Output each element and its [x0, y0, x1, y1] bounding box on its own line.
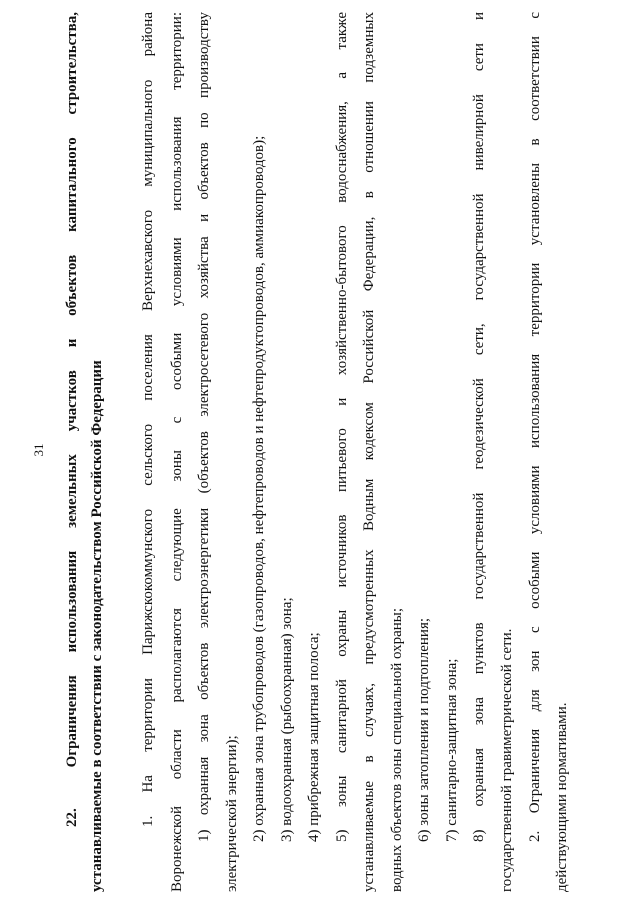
section-number: 22. — [64, 808, 80, 827]
list-item-8-line-1: 8) охранная зона пунктов государственной геодезической сети, государственной нивелирной сети и — [471, 12, 487, 842]
list-item-5-line-2: устанавливаемые в случаях, предусмотренных Водным кодексом Российской Федерации, в отношении подземных — [361, 12, 377, 892]
list-item-7: 7) санитарно-защитная зона; — [444, 658, 460, 842]
list-item-6: 6) зоны затопления и подтопления; — [416, 617, 432, 842]
list-item-3: 3) водоохранная (рыбоохранная) зона; — [279, 597, 295, 842]
section-title-line1: Ограничения использования земельных участков и объектов капитального строительства, — [64, 11, 80, 768]
list-item-1-line-1: 1) охранная зона объектов электроэнергетики (объектов электросетевого хозяйства и объектов по производству — [196, 12, 212, 842]
list-item-8-line-2: государственной гравиметрической сети. — [499, 628, 515, 892]
section-heading — [60, 12, 85, 892]
list-item-5-line-1: 5) зоны санитарной охраны источников питьевого и хозяйственно-бытового водоснабжения, а также — [334, 12, 350, 842]
paragraph-2-line-1: 2. Ограничения для зон с особыми условиями использования территории установлены в соответствии с — [527, 12, 543, 842]
list-item-4: 4) прибрежная защитная полоса; — [306, 632, 322, 842]
paragraph-2-line-2: действующими нормативами. — [554, 702, 570, 892]
document-body — [40, 12, 600, 892]
page-number: 31 — [31, 443, 46, 457]
paragraph-1-line-2: Воронежской области располагаются следующие зоны с особыми условиями использования территории: — [169, 12, 185, 892]
list-item-5-line-3: водных объектов зоны специальной охраны; — [389, 607, 405, 892]
list-item-1-line-2: электрической энергии); — [224, 735, 240, 892]
section-title-line2: устанавливаемые в соответствии с законодательством Российской Федерации — [89, 360, 105, 892]
paragraph-1-line-1: 1. На территории Парижскокоммунского сельского поселения Верхнехавского муниципального района — [140, 12, 156, 827]
list-item-2: 2) охранная зона трубопроводов (газопроводов, нефтепроводов и нефтепродуктопроводов, аммиакопроводов); — [251, 135, 267, 842]
